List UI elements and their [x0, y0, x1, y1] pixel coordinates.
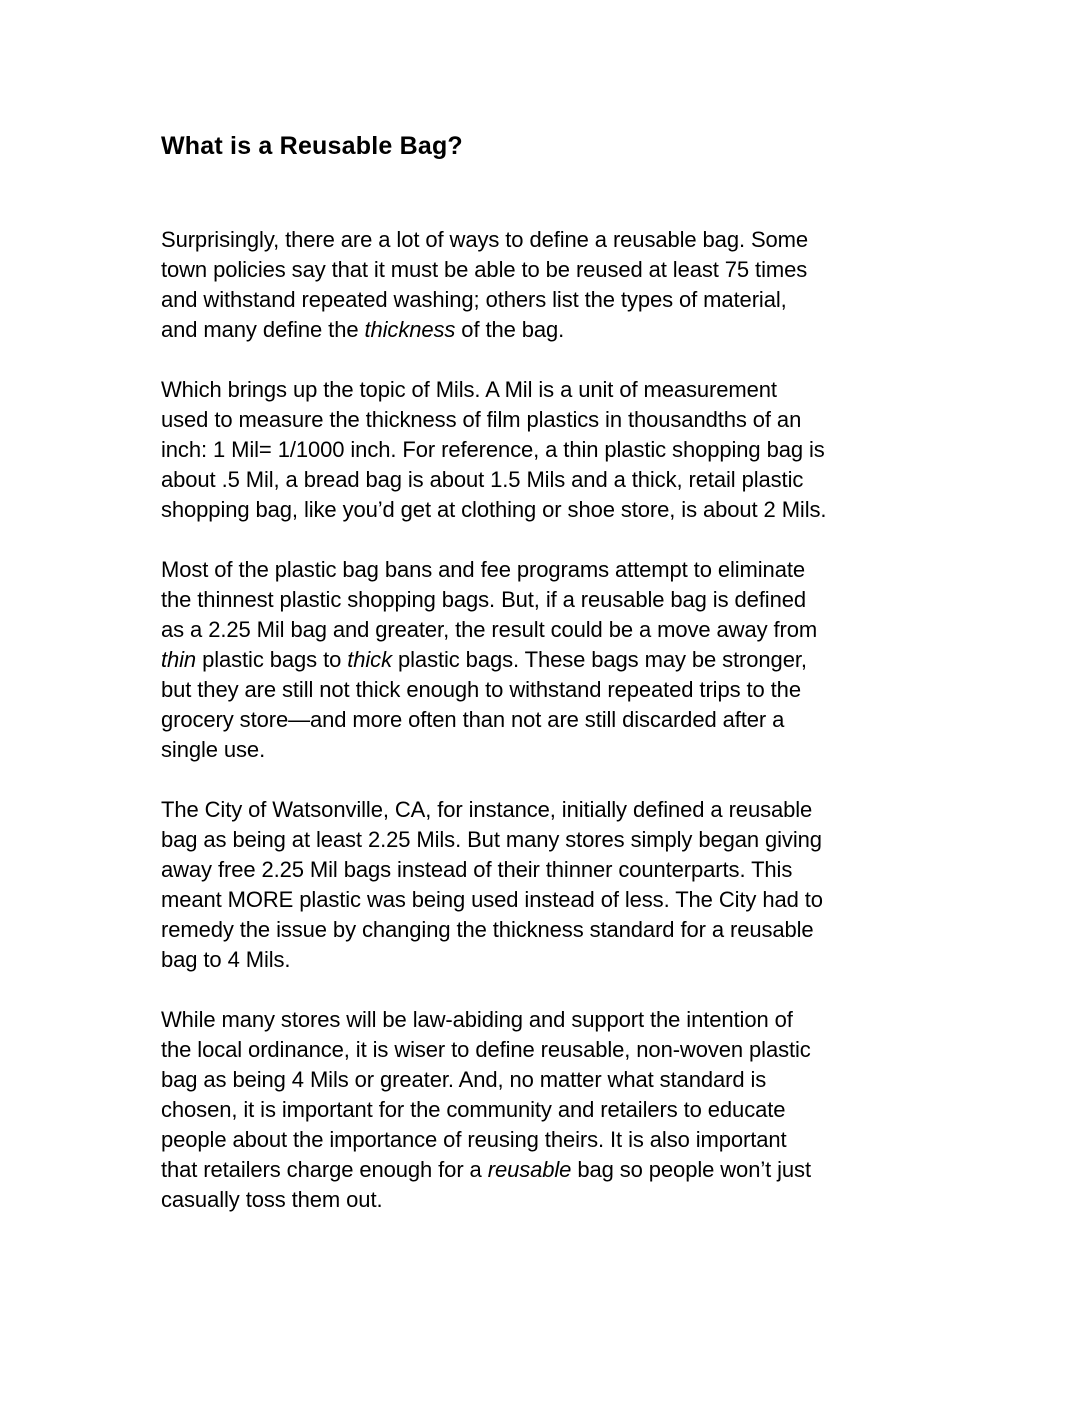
- text-line: chosen, it is important for the community and retailers to educate: [161, 1097, 786, 1122]
- text-line: [161, 1155, 951, 1185]
- text-line: shopping bag, like you’d get at clothing or shoe store, is about 2 Mils.: [161, 497, 827, 522]
- text-line: Surprisingly, there are a lot of ways to define a reusable bag. Some: [161, 227, 809, 252]
- text-line: grocery store—and more often than not are still discarded after a: [161, 707, 785, 732]
- text-line: used to measure the thickness of film plastics in thousandths of an: [161, 407, 802, 432]
- paragraph-1: [161, 225, 951, 345]
- text-line: casually toss them out.: [161, 1187, 383, 1212]
- italic-text: thick: [347, 647, 392, 672]
- text-line: people about the importance of reusing theirs. It is also important: [161, 1127, 787, 1152]
- page-title: What is a Reusable Bag?: [161, 132, 463, 160]
- text-line: but they are still not thick enough to withstand repeated trips to the: [161, 677, 801, 702]
- text-line: [161, 645, 951, 675]
- italic-text: thin: [161, 647, 197, 672]
- paragraph-3: [161, 555, 951, 765]
- text-segment: plastic bags. These bags may be stronger,: [392, 647, 807, 672]
- text-line: bag to 4 Mils.: [161, 947, 291, 972]
- text-line: inch: 1 Mil= 1/1000 inch. For reference, a thin plastic shopping bag is: [161, 437, 825, 462]
- text-line: bag as being 4 Mils or greater. And, no matter what standard is: [161, 1067, 767, 1092]
- paragraph-4: [161, 795, 951, 975]
- text-segment: that retailers charge enough for a: [161, 1157, 488, 1182]
- italic-text: reusable: [487, 1157, 572, 1182]
- text-line: the thinnest plastic shopping bags. But, if a reusable bag is defined: [161, 587, 806, 612]
- text-line: and withstand repeated washing; others list the types of material,: [161, 287, 787, 312]
- text-line: Most of the plastic bag bans and fee programs attempt to eliminate: [161, 557, 805, 582]
- text-line: meant MORE plastic was being used instead of less. The City had to: [161, 887, 823, 912]
- text-segment: bag so people won’t just: [571, 1157, 811, 1182]
- italic-text: thickness: [364, 317, 456, 342]
- text-line: [161, 315, 951, 345]
- text-line: about .5 Mil, a bread bag is about 1.5 Mils and a thick, retail plastic: [161, 467, 804, 492]
- document-page: [161, 131, 951, 1245]
- text-line: as a 2.25 Mil bag and greater, the result could be a move away from: [161, 617, 818, 642]
- text-segment: plastic bags to: [196, 647, 348, 672]
- text-segment: and many define the: [161, 317, 365, 342]
- text-segment: of the bag.: [455, 317, 565, 342]
- text-line: single use.: [161, 737, 266, 762]
- text-line: the local ordinance, it is wiser to define reusable, non-woven plastic: [161, 1037, 811, 1062]
- text-line: remedy the issue by changing the thickness standard for a reusable: [161, 917, 814, 942]
- text-line: The City of Watsonville, CA, for instance, initially defined a reusable: [161, 797, 813, 822]
- text-line: Which brings up the topic of Mils. A Mil is a unit of measurement: [161, 377, 777, 402]
- text-line: bag as being at least 2.25 Mils. But many stores simply began giving: [161, 827, 822, 852]
- text-line: While many stores will be law-abiding and support the intention of: [161, 1007, 793, 1032]
- text-line: town policies say that it must be able to be reused at least 75 times: [161, 257, 808, 282]
- paragraph-5: [161, 1005, 951, 1215]
- text-line: away free 2.25 Mil bags instead of their thinner counterparts. This: [161, 857, 793, 882]
- paragraph-2: [161, 375, 951, 525]
